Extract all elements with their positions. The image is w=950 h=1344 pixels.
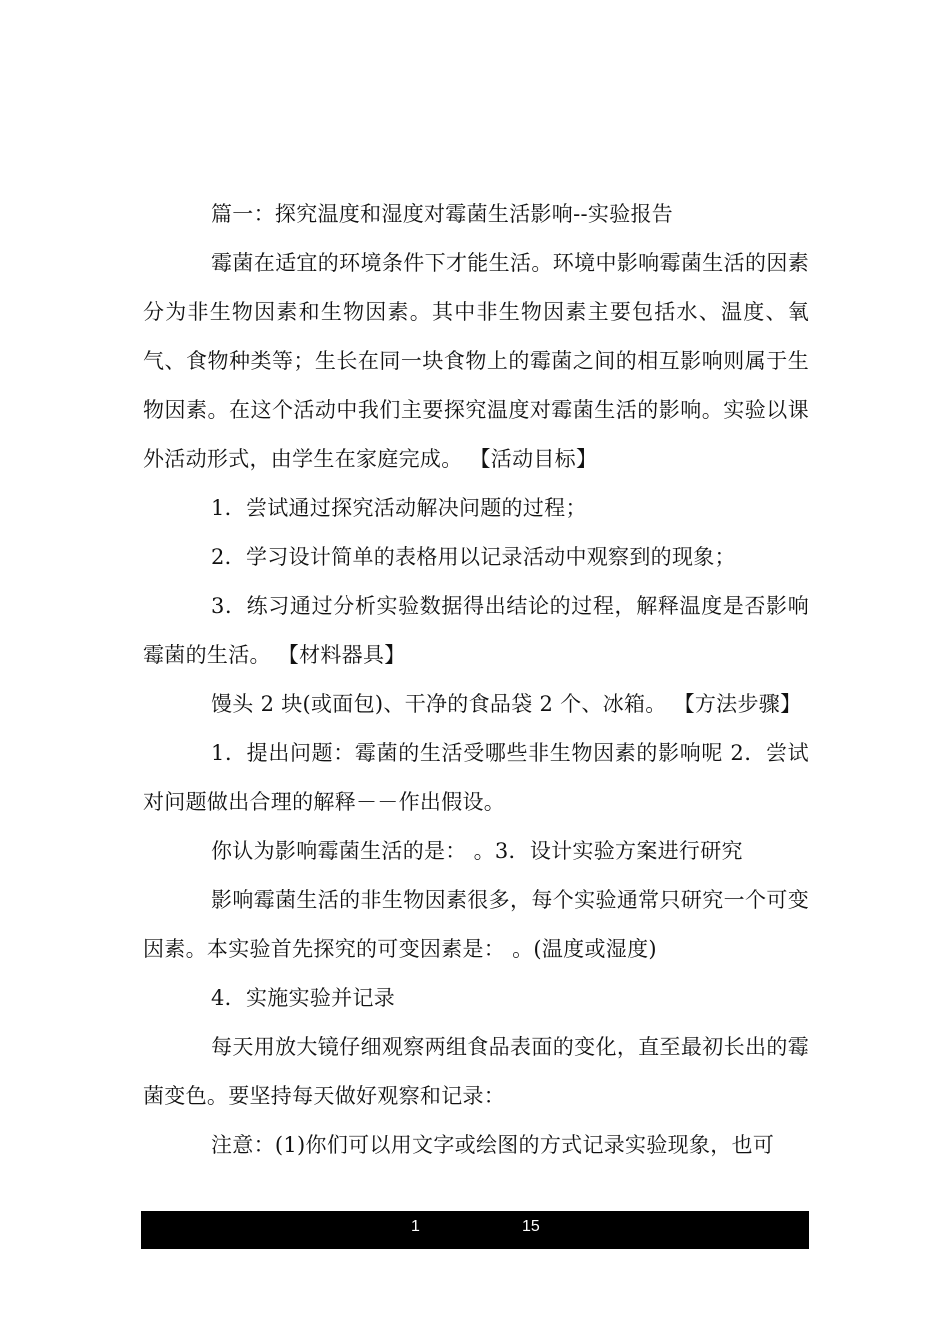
page-footer: [141, 1211, 809, 1249]
objective-item-2: 2．学习设计简单的表格用以记录活动中观察到的现象；: [211, 545, 736, 569]
page-number: 1: [411, 1218, 420, 1235]
hypothesis-paragraph: 你认为影响霉菌生活的是： 。3．设计实验方案进行研究: [211, 839, 743, 863]
materials-paragraph: 馒头 2 块(或面包)、干净的食品袋 2 个、冰箱。 【方法步骤】: [211, 692, 802, 716]
variable-paragraph: 影响霉菌生活的非生物因素很多，每个实验通常只研究一个可变因素。本实验首先探究的可变因素是： 。(温度或湿度): [143, 888, 809, 961]
step-1-paragraph: 1．提出问题：霉菌的生活受哪些非生物因素的影响呢 2．尝试对问题做出合理的解释－－作出假设。: [143, 741, 809, 814]
objective-item-1: 1．尝试通过探究活动解决问题的过程；: [211, 496, 587, 520]
document-title: 篇一：探究温度和湿度对霉菌生活影响--实验报告: [211, 202, 674, 226]
observation-paragraph: 每天用放大镜仔细观察两组食品表面的变化，直至最初长出的霉菌变色。要坚持每天做好观察和记录：: [143, 1035, 809, 1108]
total-pages: 15: [522, 1218, 540, 1235]
note-paragraph: 注意：(1)你们可以用文字或绘图的方式记录实验现象，也可: [211, 1133, 775, 1157]
document-body: [143, 190, 809, 1170]
objective-item-3: 3．练习通过分析实验数据得出结论的过程，解释温度是否影响霉菌的生活。 【材料器具】: [143, 594, 809, 667]
step-4-paragraph: 4．实施实验并记录: [211, 986, 396, 1010]
paragraph-intro: 霉菌在适宜的环境条件下才能生活。环境中影响霉菌生活的因素分为非生物因素和生物因素。其中非生物因素主要包括水、温度、氧气、食物种类等；生长在同一块食物上的霉菌之间的相互影响则属于生物因素。在这个活动中我们主要探究温度对霉菌生活的影响。实验以课外活动形式，由学生在家庭完成。 【活动目标】: [143, 251, 809, 471]
